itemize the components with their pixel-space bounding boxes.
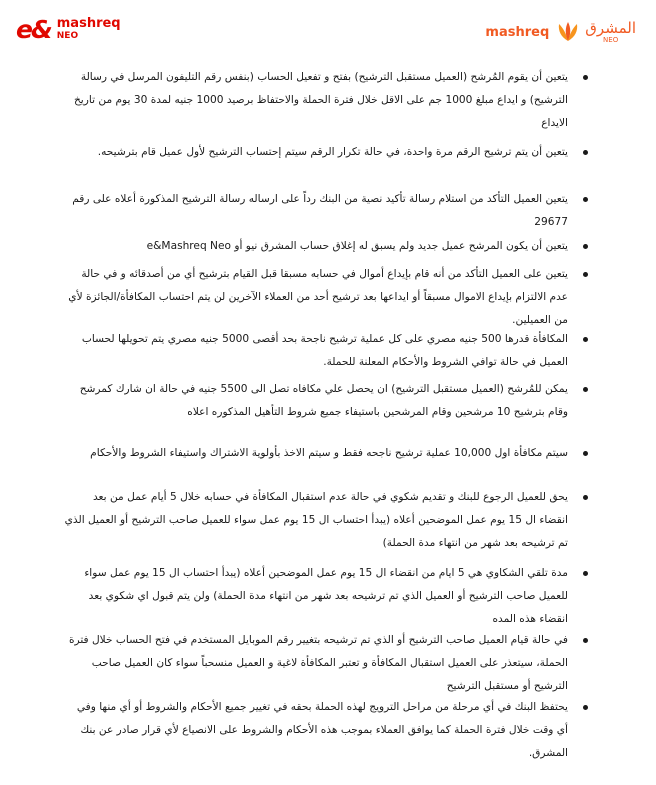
bullet-icon <box>583 451 588 456</box>
bullet-icon <box>583 387 588 392</box>
term-text: يتعين أن يكون المرشح عميل جديد ولم يسبق له إغلاق حساب المشرق نيو أو e&Mashreq Neo <box>146 240 568 252</box>
eand-mashreq-neo-logo <box>16 15 121 44</box>
term-text: مدة تلقي الشكاوي هي 5 ايام من انقضاء ال 15 يوم عمل الموضحين أعلاه (يبدأ احتساب ال 15 يوم عمل سواء للعميل صاحب الترشيح أو العميل الذي تم ترشيحه بعد شهر من انتهاء مدة الحملة) ولن يتم قبول اي شكوي بعد انقضاء هذه المده <box>84 567 568 625</box>
mashreq-emblem-icon <box>555 21 581 43</box>
term-text: يتعين على العميل التأكد من أنه قام بإيداع أموال في حسابه مسبقا قبل القيام بترشيح أي من أصدقائه و في حالة عدم الالتزام بإيداع الاموال مسبقاً أو ايداعها بعد ترشيح أحد من العملاء الآخرين لن يتم احتساب المكافأة/الجائزة لأي من العميلين. <box>68 268 568 326</box>
term-text: يمكن للمُرشح (العميل مستقبل الترشيح) ان يحصل علي مكافاه تصل الى 5500 جنيه في حالة ان شارك كمرشح وقام بترشيح 10 مرشحين وقام المرشحين باستيفاء جميع شروط التأهيل المذكوره اعلاه <box>79 383 568 418</box>
term-text: يتعين العميل التأكد من استلام رسالة تأكيد نصية من البنك رداً على ارساله رسالة الترشيح المذكورة أعلاه على رقم 29677 <box>72 193 568 228</box>
eand-logo-mark: e& <box>16 15 51 44</box>
term-text: يتعين أن يقوم المُرشح (العميل مستقبل الترشيح) بفتح و تفعيل الحساب (بنفس رقم التليفون المرسل في رسالة الترشيح) و ايداع مبلغ 1000 جم على الاقل خلال فترة الحملة والاحتفاظ برصيد 1000 جنيه لمدة 30 يوم من تاريخ الايداع <box>73 71 568 129</box>
mashreq-logo-sub: NEO <box>603 36 619 44</box>
bullet-icon <box>583 197 588 202</box>
bullet-icon <box>583 150 588 155</box>
page-header <box>0 0 656 56</box>
eand-logo-name: mashreq <box>56 16 121 31</box>
mashreq-logo-latin: mashreq <box>485 24 550 40</box>
term-text: سيتم مكافأة اول 10,000 عملية ترشيح ناجحه فقط و سيتم الاخذ بأولوية الاشتراك واستيفاء الشروط والأحكام <box>90 447 568 459</box>
bullet-icon <box>583 75 588 80</box>
term-text: في حالة قيام العميل صاحب الترشيح أو الذي تم ترشيحه بتغيير رقم الموبايل المستخدم في فتح الحساب خلال فترة الحملة، سيتعذر على العميل استقبال المكافأة و تعتبر المكافأة لاغية و العميل منسحباً سواء كان العميل صاحب الترشيح أو مستقبل الترشيح <box>68 634 568 692</box>
term-text: يحق للعميل الرجوع للبنك و تقديم شكوي في حالة عدم استقبال المكافأة في حسابه خلال 5 أيام عمل من بعد انقضاء ال 15 يوم عمل الموضحين أعلاه (يبدأ احتساب ال 15 يوم عمل سواء للعميل صاحب الترشيح أو العميل الذي تم ترشيحه بعد شهر من انتهاء مدة الحملة) <box>64 491 568 549</box>
term-text: يحتفظ البنك في أي مرحلة من مراحل الترويج لهذه الحملة بحقه في تغيير جميع الأحكام والشروط أو أي منها وفي أي وقت خلال فترة الحملة كما يوافق العملاء بموجب هذه الأحكام والشروط على الانصياع لأي قرار صادر عن بنك المشرق. <box>76 701 568 759</box>
mashreq-logo-arabic: المشرق <box>585 19 636 37</box>
mashreq-neo-logo <box>485 20 636 44</box>
mashreq-logo-arabic-block <box>585 20 636 44</box>
bullet-icon <box>583 705 588 710</box>
bullet-icon <box>583 571 588 576</box>
term-text: المكافأة قدرها 500 جنيه مصري على كل عملية ترشيح ناجحة بحد أقصى 5000 جنيه مصري يتم تحويلها لحساب العميل في حالة توافي الشروط والأحكام المعلنة للحملة. <box>81 333 568 368</box>
bullet-icon <box>583 638 588 643</box>
term-text: يتعين أن يتم ترشيح الرقم مرة واحدة، في حالة تكرار الرقم سيتم إحتساب الترشيح لأول عميل قام بترشيحه. <box>97 146 568 158</box>
eand-logo-text <box>57 18 121 42</box>
bullet-icon <box>583 337 588 342</box>
bullet-icon <box>583 272 588 277</box>
bullet-icon <box>583 244 588 249</box>
eand-logo-sub: NEO <box>56 31 79 41</box>
bullet-icon <box>583 495 588 500</box>
